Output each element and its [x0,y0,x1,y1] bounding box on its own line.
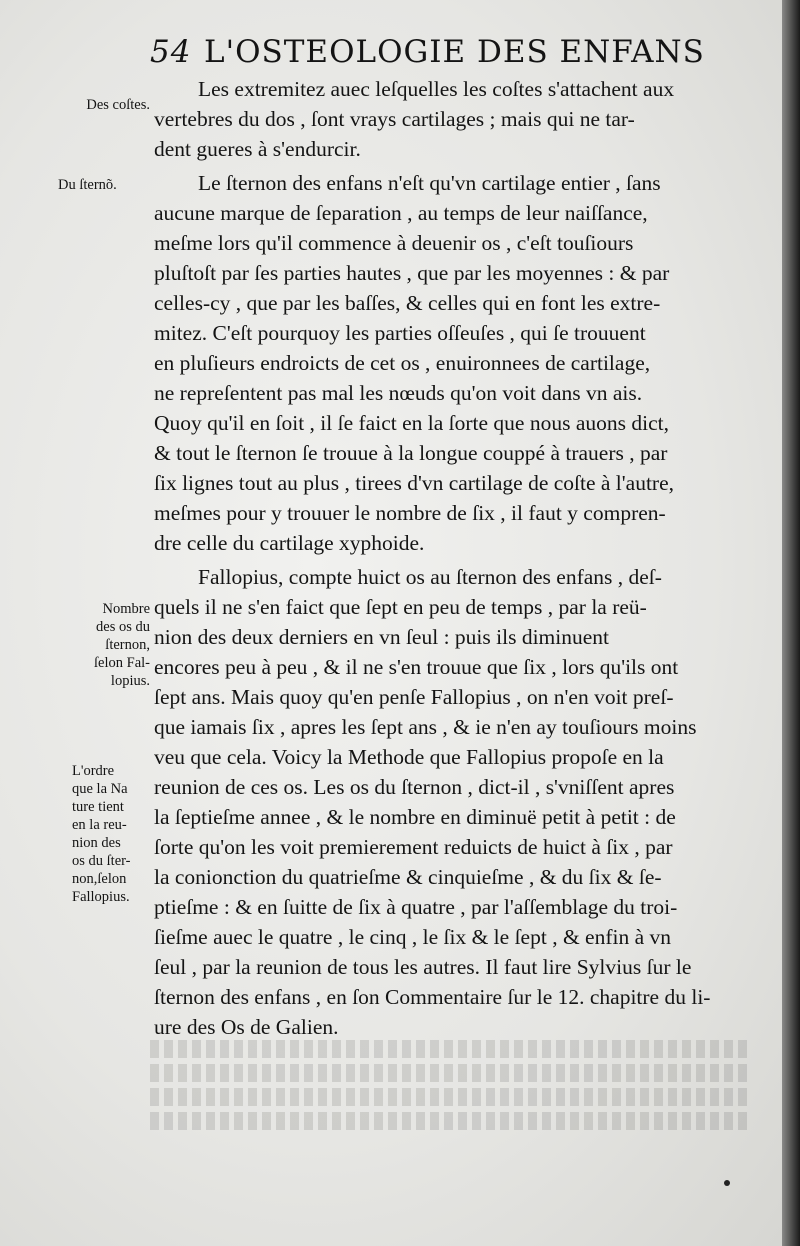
text-line: dent gueres à s'endurcir. [154,137,361,161]
running-head [150,34,750,76]
margin-note-sternon [58,176,150,194]
text-line: Les extremitez auec leſquelles les coſtes s'attachent aux [198,77,675,101]
margin-note-line: os du ſter- [72,853,131,869]
margin-note-line: L'ordre [72,763,115,779]
text-line: ſternon des enfans , en ſon Commentaire ſur le 12. chapitre du li- [154,985,711,1009]
text-line: ſorte qu'on les voit premierement reduicts de huict à ſix , par [154,835,673,859]
text-line: ptieſme : & en ſuitte de ſix à quatre , par l'aſſemblage du troi- [154,895,678,919]
text-line: reunion de ces os. Les os du ſternon , dict-il , s'vniſſent apres [154,775,675,799]
text-line: veu que cela. Voicy la Methode que Fallopius propoſe en la [154,745,664,769]
text-line: meſmes pour y trouuer le nombre de ſix , il faut y compren- [154,501,666,525]
text-line: Le ſternon des enfans n'eſt qu'vn cartilage entier , ſans [198,171,661,195]
text-line: quels il ne s'en faict que ſept en peu de temps , par la reü- [154,595,647,619]
text-line: encores peu à peu , & il ne s'en trouue que ſix , lors qu'ils ont [154,655,679,679]
text-line: nion des deux derniers en vn ſeul : puis ils diminuent [154,625,610,649]
margin-note-costes [52,96,150,114]
page-edge-shadow [782,0,800,1246]
margin-note-line: ture tient [72,799,124,815]
text-line: la conionction du quatrieſme & cinquieſme , & du ſix & ſe- [154,865,662,889]
text-line: ſept ans. Mais quoy qu'en penſe Fallopius , on n'en voit preſ- [154,685,674,709]
margin-note-line: ſelon Fal- [94,655,150,671]
margin-note-line: des os du [96,619,150,635]
text-line: pluſtoſt par ſes parties hautes , que par les moyennes : & par [154,261,670,285]
text-line: ſieſme auec le quatre , le cinq , le ſix & le ſept , & enfin à vn [154,925,672,949]
text-line: que iamais ſix , apres les ſept ans , & ie n'en ay touſiours moins [154,715,697,739]
margin-note-nombre [52,600,150,690]
text-line: celles-cy , que par les baſſes, & celles qui en font les extre- [154,291,661,315]
margin-note-line: Nombre [102,601,150,617]
margin-note-line: ſternon, [105,637,150,653]
margin-note-line: lopius. [110,673,150,689]
text-line: la ſeptieſme annee , & le nombre en diminuë petit à petit : de [154,805,676,829]
margin-note-line: en la reu- [72,817,127,833]
text-line: ſeul , par la reunion de tous les autres. Il faut lire Sylvius ſur le [154,955,692,979]
text-line: & tout le ſternon ſe trouue à la longue couppé à trauers , par [154,441,668,465]
text-line: mitez. C'eſt pourquoy les parties oſſeuſes , qui ſe trouuent [154,321,646,345]
text-line: vertebres du dos , ſont vrays cartilages ; mais qui ne tar- [154,107,635,131]
text-line: ure des Os de Galien. [154,1015,339,1039]
show-through-text [150,1040,750,1160]
ink-speck [724,1180,730,1186]
text-line: ne repreſentent pas mal les nœuds qu'on voit dans vn ais. [154,381,643,405]
body-text [154,74,766,1042]
margin-note-line: Des coſtes. [86,97,150,113]
margin-note-line: que la Na [72,781,128,797]
margin-note-line: Fallopius. [72,889,130,905]
text-line: meſme lors qu'il commence à deuenir os , c'eſt touſiours [154,231,634,255]
text-line: en pluſieurs endroicts de cet os , enuironnees de cartilage, [154,351,651,375]
text-line: aucune marque de ſeparation , au temps de leur naiſſance, [154,201,648,225]
margin-note-line: nion des [72,835,121,851]
margin-note-line: non,ſelon [72,871,127,887]
margin-note-ordre [72,762,154,906]
running-title: L'OSTEOLOGIE DES ENFANS [204,34,705,70]
text-line: dre celle du cartilage xyphoide. [154,531,425,555]
text-line: ſix lignes tout au plus , tirees d'vn cartilage de coſte à l'autre, [154,471,674,495]
page-number: 54 [150,34,192,70]
text-line: Quoy qu'il en ſoit , il ſe faict en la ſorte que nous auons dict, [154,411,669,435]
text-line: Fallopius, compte huict os au ſternon des enfans , deſ- [198,565,662,589]
margin-note-line: Du ſternõ. [58,177,117,193]
